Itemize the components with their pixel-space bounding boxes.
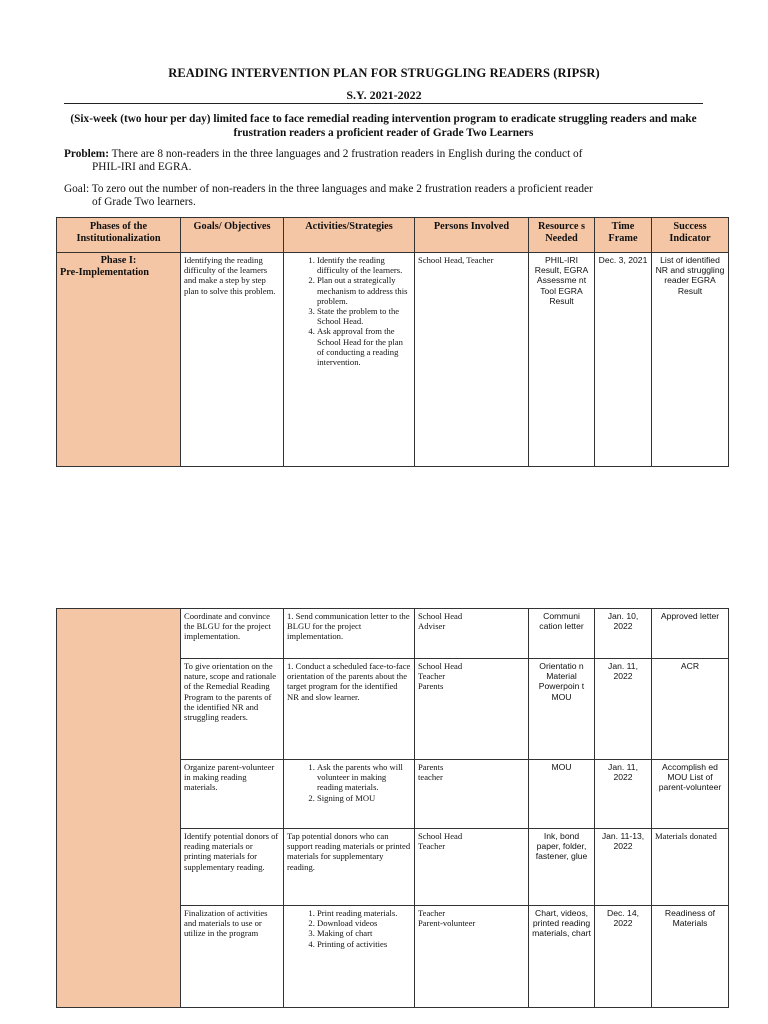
table-row [57, 609, 729, 659]
person: Teacher [418, 671, 446, 682]
header-phases: Phases of the Institutionalization [57, 218, 181, 253]
persons-cell [415, 659, 529, 760]
header-time: Time Frame [595, 218, 652, 253]
resources-cell: MOU [529, 760, 595, 829]
intervention-plan-table-continued [56, 608, 729, 1008]
phase-cell [57, 609, 181, 1008]
activity-item: 4. Printing of activities [317, 939, 411, 949]
resources-cell [529, 659, 595, 760]
person: Teacher [418, 841, 446, 852]
success-cell: Accomplish ed MOU List of parent-volunteer [652, 760, 729, 829]
person: School Head [418, 611, 463, 621]
goal-text: Goal: To zero out the number of non-readers in the three languages and make 2 frustration readers a proficient reader [64, 183, 593, 195]
resources-cell: Chart, videos, printed reading materials, chart [529, 906, 595, 1008]
activity-item: 2. Plan out a strategically mechanism to address this problem. [317, 275, 411, 306]
persons-cell [415, 829, 529, 906]
school-year: S.Y. 2021-2022 [346, 88, 422, 102]
resource: Orientatio n Material Powerpoin t [538, 661, 585, 692]
time-cell: Dec. 3, 2021 [595, 253, 652, 467]
person: teacher [418, 772, 443, 783]
phase-name: Phase I: [100, 255, 137, 266]
persons-cell [415, 609, 529, 659]
activities-cell [284, 906, 415, 1008]
problem-label: Problem: [64, 148, 109, 160]
header-resources: Resource s Needed [529, 218, 595, 253]
table-header-row [57, 218, 729, 253]
time-cell: Dec. 14, 2022 [595, 906, 652, 1008]
person: Parents [418, 762, 444, 772]
header-activities: Activities/Strategies [284, 218, 415, 253]
phase-cell [57, 253, 181, 467]
header-success: Success Indicator [652, 218, 729, 253]
document-title: READING INTERVENTION PLAN FOR STRUGGLING READERS (RIPSR) [168, 66, 600, 80]
activity-item: 1. Ask the parents who will volunteer in making reading materials. [317, 762, 411, 793]
problem-text: There are 8 non-readers in the three languages and 2 frustration readers in English during the conduct of [111, 148, 583, 160]
success-cell: ACR [652, 659, 729, 760]
title-divider [64, 103, 703, 104]
program-description: (Six-week (two hour per day) limited face to face remedial reading intervention program to eradicate struggling readers and make frustration readers a proficient reader of Grade Two Learners [70, 113, 697, 139]
success-cell: Materials donated [652, 829, 729, 906]
goal-cell: Identify potential donors of reading materials or printing materials for supplementary reading. [181, 829, 284, 906]
phase-subtitle: Pre-Implementation [60, 267, 150, 278]
person: School Head [418, 661, 463, 671]
persons-cell [415, 906, 529, 1008]
persons-cell [415, 760, 529, 829]
activities-cell [284, 253, 415, 467]
resource: MOU [551, 691, 572, 702]
time-cell: Jan. 11, 2022 [595, 760, 652, 829]
person: Adviser [418, 621, 446, 632]
persons-cell: School Head, Teacher [415, 253, 529, 467]
resources-cell: Ink, bond paper, folder, fastener, glue [529, 829, 595, 906]
goal-cell: Coordinate and convince the BLGU for the project implementation. [181, 609, 284, 659]
resources-cell: PHIL-IRI Result, EGRA Assessme nt Tool EGRA Result [529, 253, 595, 467]
person: Parent-volunteer [418, 918, 476, 929]
goal-statement [64, 183, 709, 209]
person: School Head [418, 831, 463, 841]
success-cell: Readiness of Materials [652, 906, 729, 1008]
activity-item: 3. State the problem to the School Head. [317, 306, 411, 326]
goal-text-continued: of Grade Two learners. [92, 196, 196, 208]
activity-item: 2. Signing of MOU [317, 793, 411, 803]
activities-cell: Tap potential donors who can support reading materials or printed materials for supplementary reading. [284, 829, 415, 906]
activity-item: 3. Making of chart [317, 928, 411, 938]
intervention-plan-table [56, 217, 729, 467]
activities-cell: 1. Send communication letter to the BLGU for the project implementation. [284, 609, 415, 659]
table-row [57, 253, 729, 467]
goal-cell: Finalization of activities and materials to use or utilize in the program [181, 906, 284, 1008]
activities-cell: 1. Conduct a scheduled face-to-face orientation of the parents about the target program for the identified NR and slow learner. [284, 659, 415, 760]
header-goals: Goals/ Objectives [181, 218, 284, 253]
activity-item: 2. Download videos [317, 918, 411, 928]
activity-item: 1. Identify the reading difficulty of the learners. [317, 255, 411, 275]
time-cell: Jan. 10, 2022 [595, 609, 652, 659]
goal-cell: Organize parent-volunteer in making reading materials. [181, 760, 284, 829]
problem-statement [64, 148, 709, 174]
time-cell: Jan. 11-13, 2022 [595, 829, 652, 906]
activity-item: 1. Print reading materials. [317, 908, 411, 918]
person: Parents [418, 681, 444, 692]
time-cell: Jan. 11, 2022 [595, 659, 652, 760]
activities-cell [284, 760, 415, 829]
activity-item: 4. Ask approval from the School Head for the plan of conducting a reading intervention. [317, 326, 411, 367]
person: Teacher [418, 908, 446, 918]
problem-text-continued: PHIL-IRI and EGRA. [92, 161, 192, 173]
success-cell: List of identified NR and struggling reader EGRA Result [652, 253, 729, 467]
goal-cell: Identifying the reading difficulty of the learners and make a step by step plan to solve this problem. [181, 253, 284, 467]
resources-cell: Communi cation letter [529, 609, 595, 659]
goal-cell: To give orientation on the nature, scope and rationale of the Remedial Reading Program to the parents of the identified NR and struggling readers. [181, 659, 284, 760]
success-cell: Approved letter [652, 609, 729, 659]
header-persons: Persons Involved [415, 218, 529, 253]
